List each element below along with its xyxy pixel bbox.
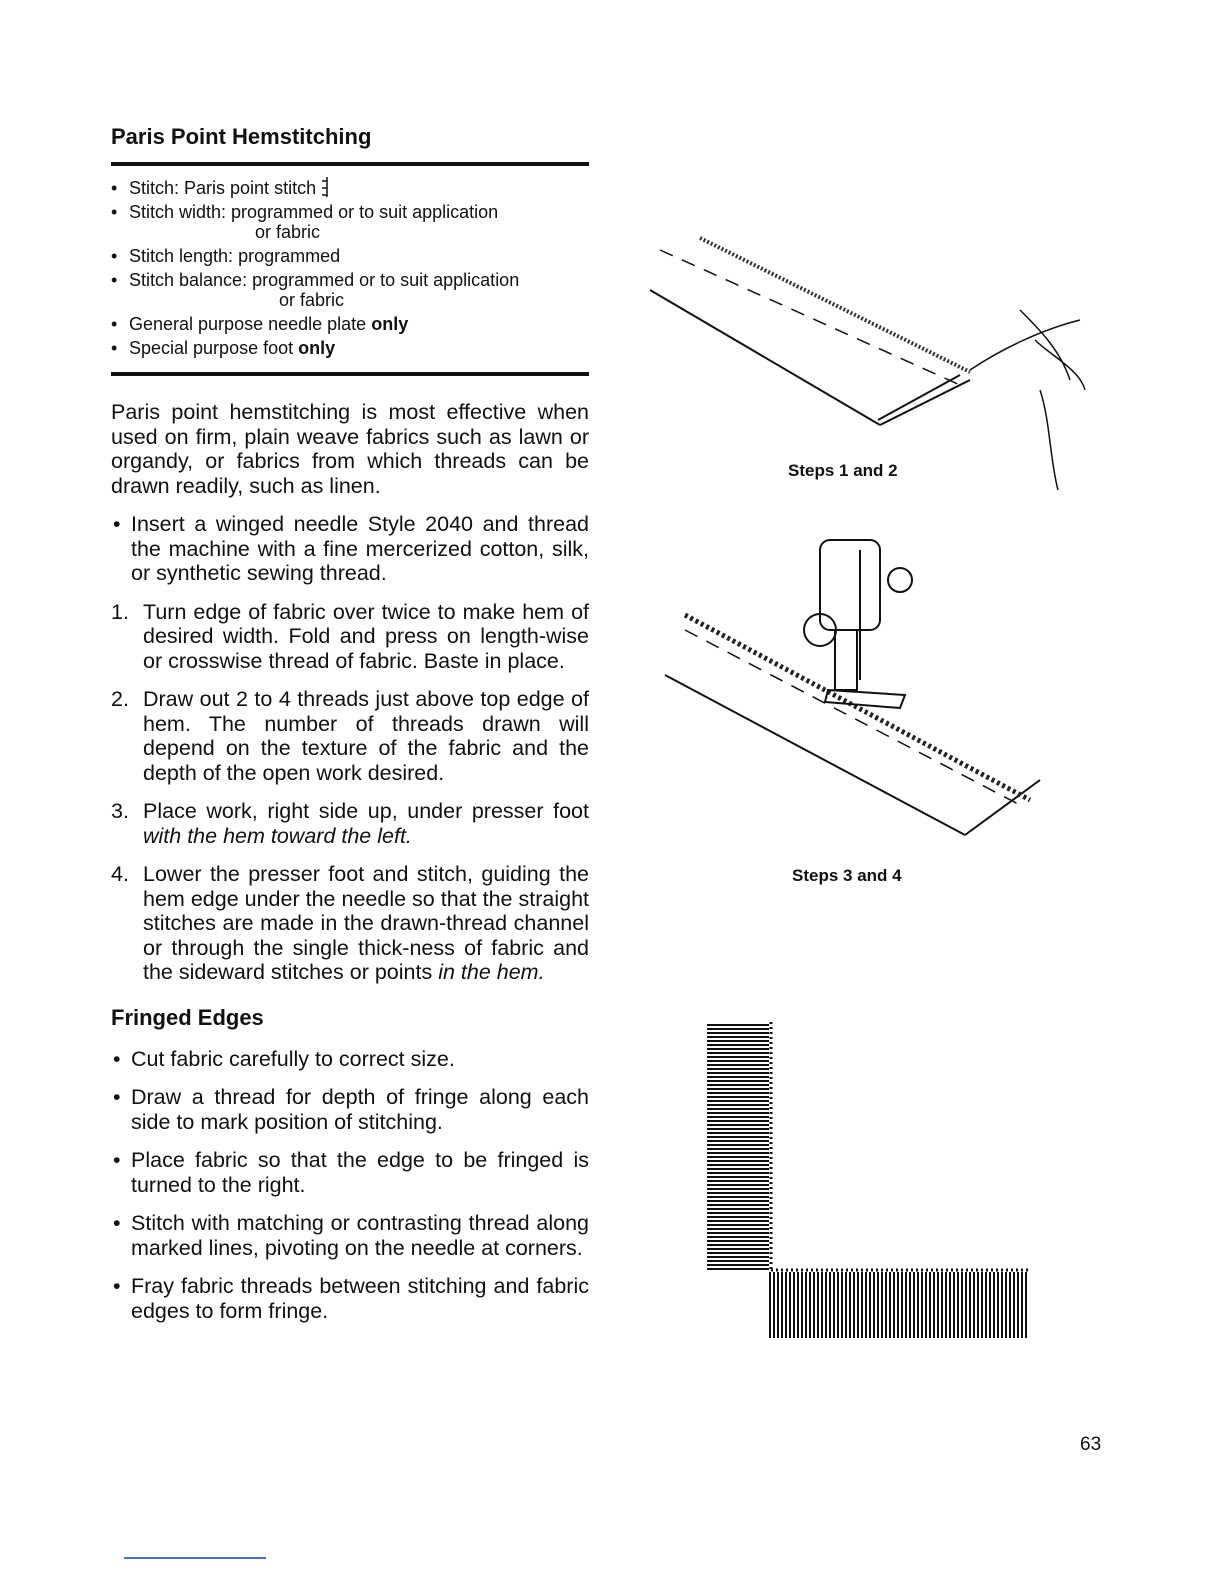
fringe-bullet-5: • Fray fabric threads between stitching and fabric edges to form fringe.: [111, 1274, 589, 1323]
spec-length: • Stitch length: programmed: [111, 244, 589, 268]
fringe-bullet-1: • Cut fabric carefully to correct size.: [111, 1047, 589, 1072]
footer-line: [124, 1557, 266, 1559]
section-title-fringed-edges: Fringed Edges: [111, 1004, 264, 1030]
title-rule: [111, 162, 589, 166]
step-2: 2. Draw out 2 to 4 threads just above top edge of hem. The number of threads drawn will depend on the texture of the fabric and the depth of the open work desired.: [111, 687, 589, 785]
section-title-hemstitching: Paris Point Hemstitching: [111, 124, 372, 149]
spec-width: • Stitch width: programmed or to suit application or fabric: [111, 200, 589, 244]
fringe-bullet-3: • Place fabric so that the edge to be fringed is turned to the right.: [111, 1148, 589, 1197]
spec-foot: • Special purpose foot only: [111, 336, 589, 360]
step-3: 3. Place work, right side up, under presser foot with the hem toward the left.: [111, 799, 589, 848]
paris-point-stitch-icon: [321, 176, 329, 198]
intro-paragraph: Paris point hemstitching is most effective when used on firm, plain weave fabrics such as lawn or organdy, or fabrics from which threads can be drawn readily, such as linen.: [111, 400, 589, 498]
fringe-bullet-2: • Draw a thread for depth of fringe along each side to mark position of stitching.: [111, 1085, 589, 1134]
needle-bullet: • Insert a winged needle Style 2040 and thread the machine with a fine mercerized cotton, silk, or synthetic sewing thread.: [111, 512, 589, 586]
page-number: 63: [1080, 1434, 1102, 1455]
spec-stitch: • Stitch: Paris point stitch: [111, 176, 589, 200]
spec-plate: • General purpose needle plate only: [111, 312, 589, 336]
caption-steps-3-4: Steps 3 and 4: [792, 866, 902, 885]
hem-fold-illustration: [640, 220, 1100, 500]
main-text-column: [111, 400, 589, 1323]
presser-foot-stitching-illustration: [660, 530, 1060, 850]
specs-rule: [111, 372, 589, 376]
stitch-settings-list: [111, 176, 589, 360]
step-4: 4. Lower the presser foot and stitch, guiding the hem edge under the needle so that the straight stitches are made in the drawn-thread channel or through the single thick-ness of fabric and the sideward stitches or points in the hem.: [111, 862, 589, 984]
fringed-corner-illustration: [705, 1020, 1035, 1345]
spec-balance: • Stitch balance: programmed or to suit application or fabric: [111, 268, 589, 312]
fringe-bullet-4: • Stitch with matching or contrasting thread along marked lines, pivoting on the needle at corners.: [111, 1211, 589, 1260]
caption-steps-1-2: Steps 1 and 2: [788, 461, 898, 480]
step-1: 1. Turn edge of fabric over twice to make hem of desired width. Fold and press on length-wise or crosswise thread of fabric. Baste in place.: [111, 599, 589, 673]
